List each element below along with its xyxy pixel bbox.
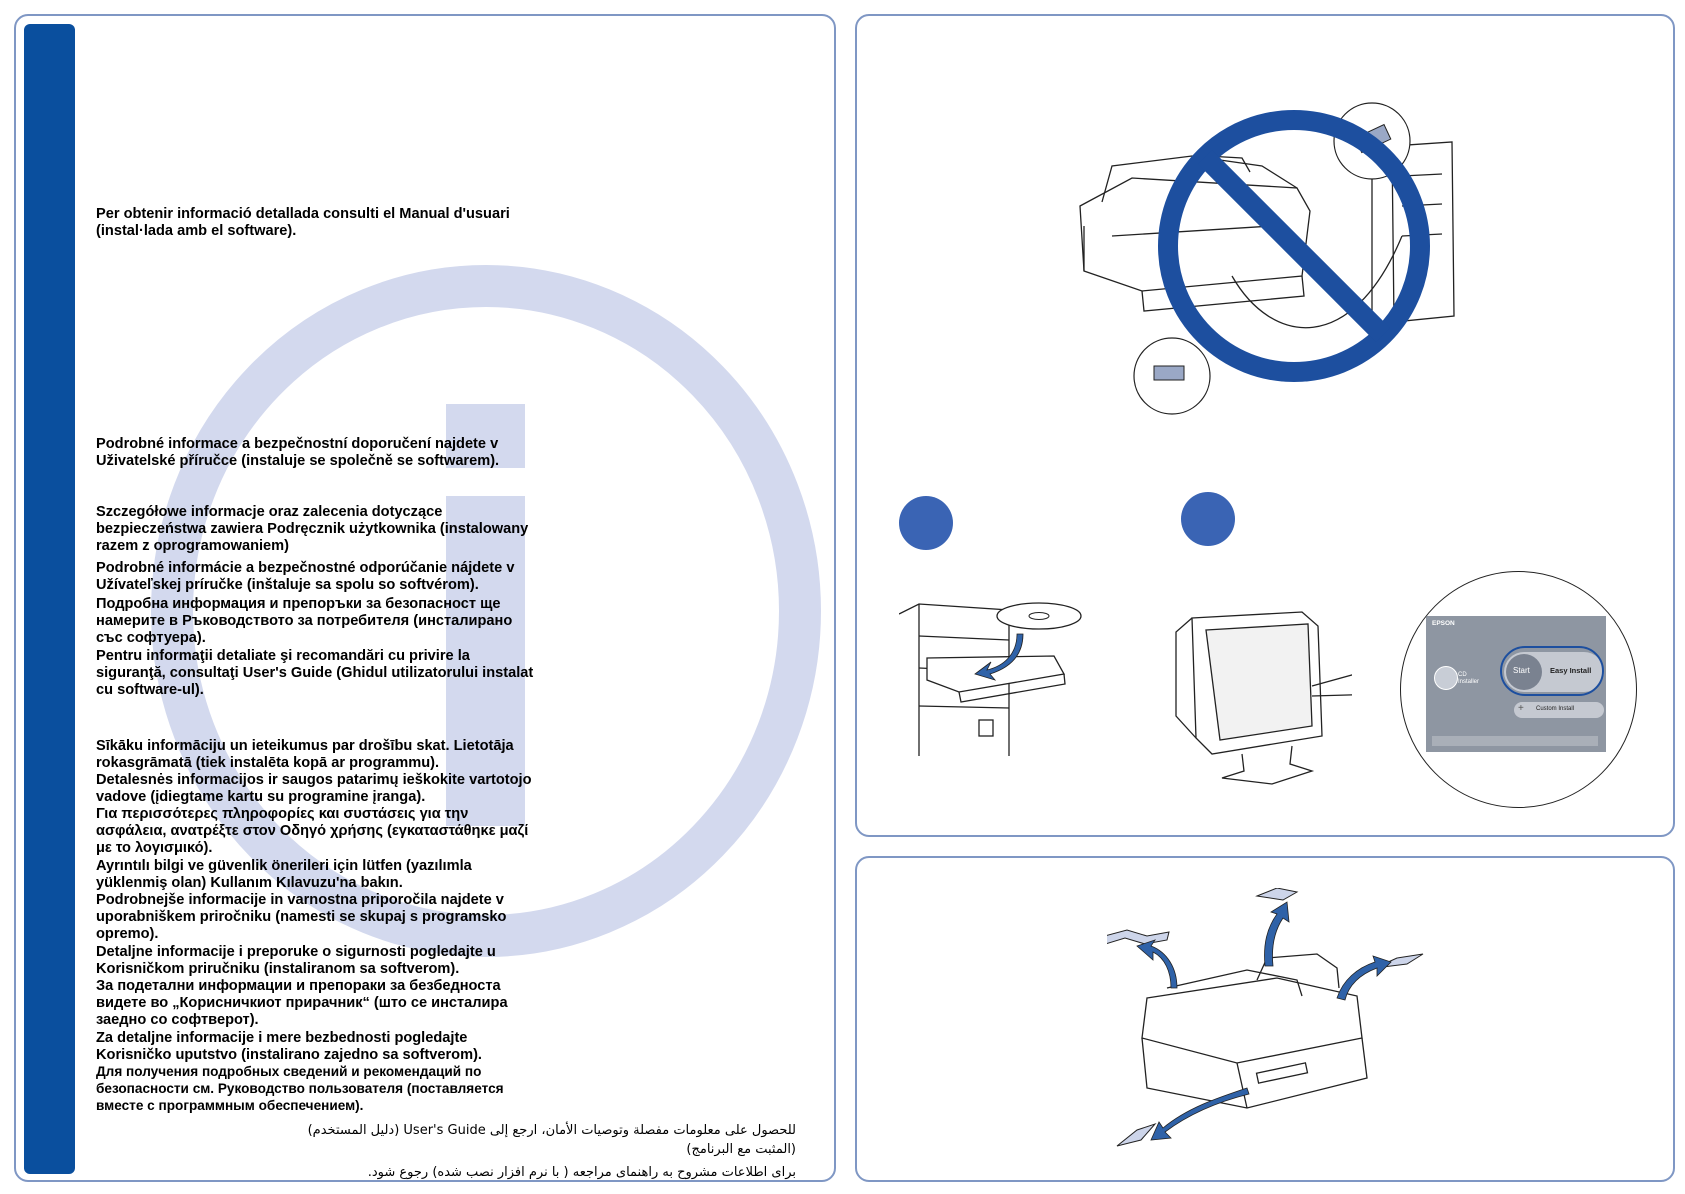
note-polish: Szczegółowe informacje oraz zalecenia dotyczące bezpieczeństwa zawiera Podręcznik użytkownika (instalowany razem z oprogramowaniem) bbox=[96, 504, 529, 554]
installer-brand: EPSON bbox=[1432, 620, 1455, 627]
prohibition-icon bbox=[1168, 120, 1420, 372]
note-latvian: Sīkāku informāciju un ieteikumus par drošību skat. Lietotāja rokasgrāmatā (tiek instalēta kopā ar programmu). bbox=[96, 738, 514, 771]
note-persian: برای اطلاعات مشروح به راهنمای مراجعه ( با نرم افزار نصب شده) رجوع شود. bbox=[367, 1165, 796, 1180]
note-slovenian: Podrobnejše informacije in varnostna priporočila najdete v uporabniškem priročniku (namesti se skupaj s programsko opremo). bbox=[96, 892, 507, 942]
easy-install-label: Easy Install bbox=[1550, 666, 1592, 675]
usb-connection-illustration bbox=[1072, 86, 1492, 416]
installation-panel bbox=[855, 14, 1675, 837]
plus-icon: + bbox=[1518, 703, 1524, 714]
note-russian: Для получения подробных сведений и рекомендаций по безопасности см. Руководство пользователя (поставляется вместе с программным обеспечением). bbox=[96, 1064, 504, 1113]
note-greek: Για περισσότερες πληροφορίες και συστάσεις για την ασφάλεια, ανατρέξτε στον Οδηγό χρήσης (εγκαταστάθηκε μαζί με το λογισμικό). bbox=[96, 806, 529, 856]
custom-install-label: Custom Install bbox=[1536, 706, 1575, 712]
unpacking-panel bbox=[855, 856, 1675, 1182]
note-macedonian: За подетални информации и препораки за безбедноста видете во „Корисничкиот прирачник“ (што се инсталира заедно со софтверот). bbox=[96, 978, 508, 1028]
note-turkish: Ayrıntılı bilgi ve güvenlik önerileri için lütfen (yazılımla yüklenmiş olan) Kullanım Kılavuzu'na bakın. bbox=[96, 858, 472, 891]
installer-zoom-circle bbox=[1400, 571, 1637, 808]
note-romanian: Pentru informaţii detaliate şi recomandări cu privire la siguranţă, consultaţi User's Guide (Ghidul utilizatorului instalat cu software-ul). bbox=[96, 648, 534, 698]
installer-window bbox=[1426, 616, 1606, 752]
note-czech: Podrobné informace a bezpečnostní doporučení najdete v Uživatelské příručce (instaluje se společně se softwarem). bbox=[96, 436, 500, 469]
step-1-marker bbox=[899, 496, 953, 550]
note-croatian: Detaljne informacije i preporuke o sigurnosti pogledajte u Korisničkom priručniku (instaliranom sa softverom). bbox=[96, 944, 496, 977]
cd-icon bbox=[1434, 666, 1458, 690]
side-color-bar bbox=[24, 24, 75, 1174]
custom-install-button[interactable] bbox=[1514, 702, 1604, 718]
step-2-marker bbox=[1181, 492, 1235, 546]
note-lithuanian: Detalesnės informacijos ir saugos patarimų ieškokite vartotojo vadove (įdiegtame kartu su programine įranga). bbox=[96, 772, 532, 805]
info-panel bbox=[14, 14, 836, 1182]
usb-plug-drawing bbox=[1154, 366, 1184, 380]
note-bulgarian: Подробна информация и препоръки за безопасност ще намерите в Ръководството за потребителя (инсталирано със софтуера). bbox=[96, 596, 513, 646]
installer-footer bbox=[1432, 736, 1598, 746]
insert-cd-illustration bbox=[899, 596, 1089, 766]
note-arabic: للحصول على معلومات مفصلة وتوصيات الأمان، ارجع إلى User's Guide (دليل المستخدم) (المثبت مع البرنامج) bbox=[307, 1123, 796, 1157]
remove-tape-illustration bbox=[1107, 888, 1467, 1168]
note-slovak: Podrobné informácie a bezpečnostné odporúčanie nájdete v Užívateľskej príručke (inštaluje sa spolu so softvérom). bbox=[96, 560, 515, 593]
cd-icon bbox=[997, 603, 1081, 629]
installer-cd-label: CD Installer bbox=[1458, 672, 1480, 685]
monitor-illustration bbox=[1162, 566, 1352, 796]
note-catalan: Per obtenir informació detallada consulti el Manual d'usuari (instal·lada amb el software). bbox=[96, 206, 510, 239]
note-serbian: Za detaljne informacije i mere bezbednosti pogledajte Korisničko uputstvo (instalirano zajedno sa softverom). bbox=[96, 1030, 482, 1063]
start-label: Start bbox=[1513, 666, 1530, 675]
highlight-ring bbox=[1500, 646, 1604, 696]
